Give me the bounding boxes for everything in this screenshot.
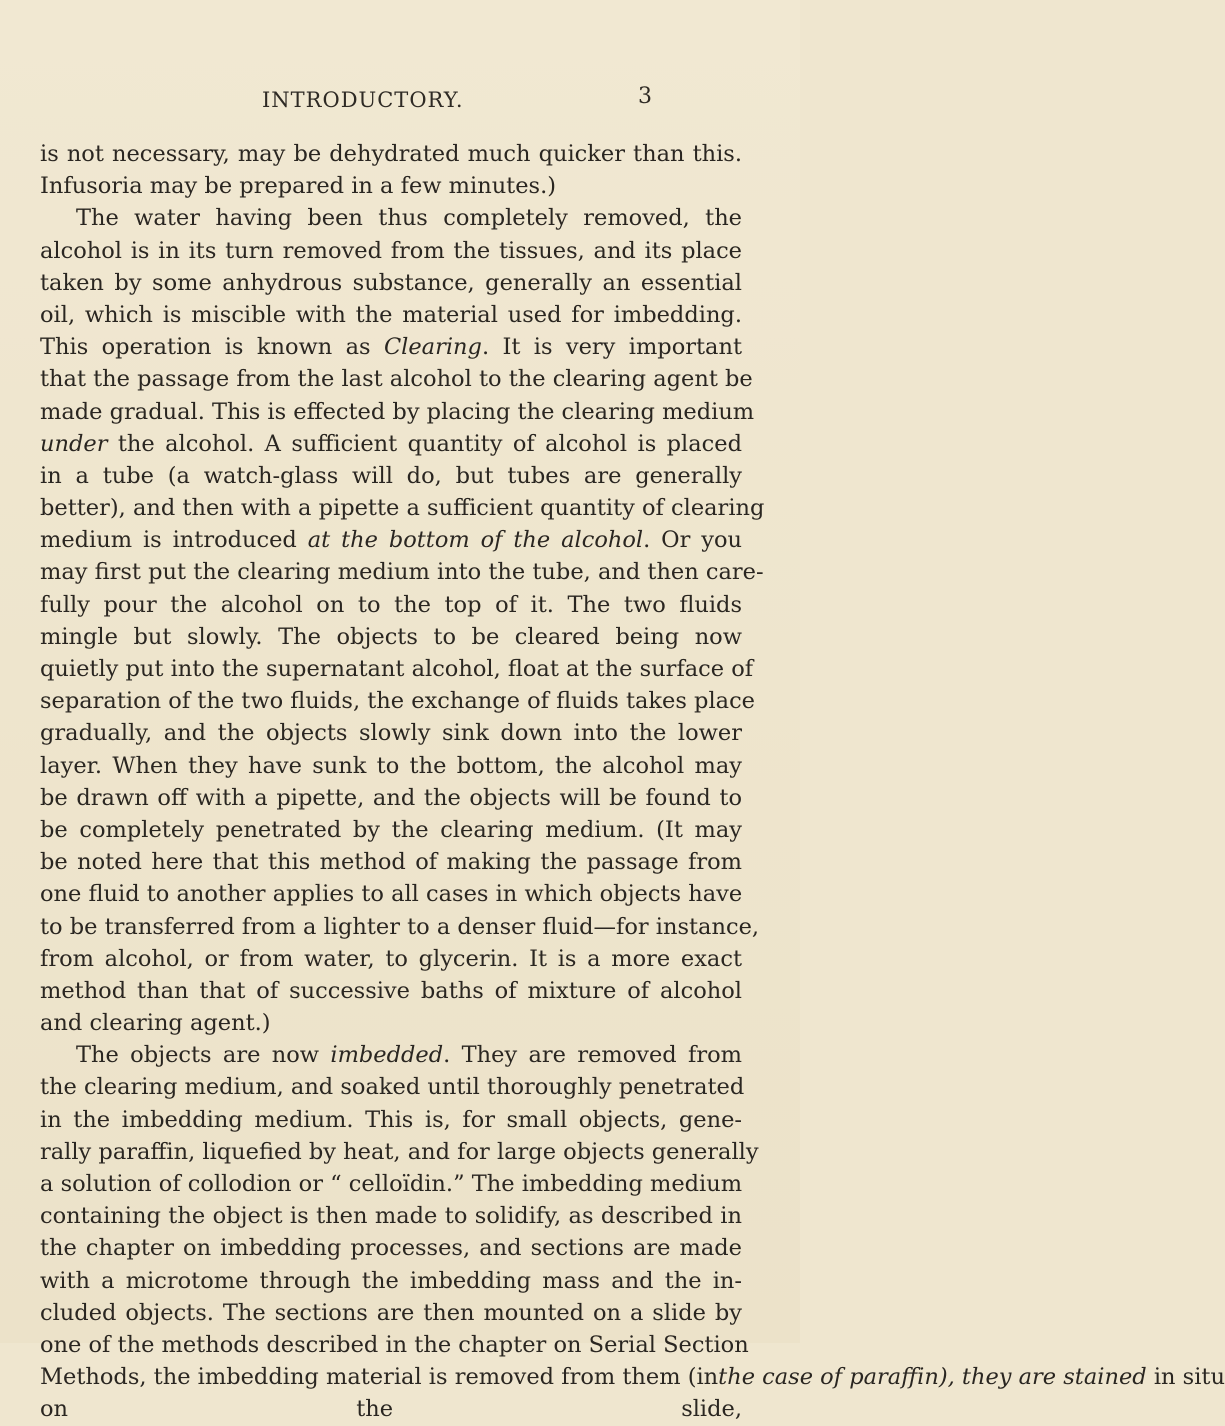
text-line <box>40 428 742 460</box>
text-line: the clearing medium, and soaked until thoroughly penetrated <box>40 1074 745 1101</box>
text-run: in situ <box>1153 1364 1225 1391</box>
text-line: be completely penetrated by the clearing medium. (It may <box>40 816 742 843</box>
text-line: rally paraffin, liquefied by heat, and for large objects generally <box>40 1138 759 1165</box>
text-line: may first put the clearing medium into the tube, and then care- <box>40 559 764 586</box>
text-line: gradually, and the objects slowly sink down into the lower <box>40 720 742 747</box>
text-line: quietly put into the supernatant alcohol, float at the surface of <box>40 656 754 682</box>
text-run: . It is very important <box>481 334 742 361</box>
italic-term: under <box>40 430 108 457</box>
text-line: cluded objects. The sections are then mounted on a slide by <box>40 1299 742 1326</box>
text-line: mingle but slowly. The objects to be cleared being now <box>40 623 742 650</box>
text-line: method than that of successive baths of mixture of alcohol <box>40 977 742 1004</box>
text-line: separation of the two fluids, the exchange of fluids takes place <box>40 688 755 715</box>
italic-term: the case of paraffin), they are stained <box>718 1364 1154 1391</box>
text-run: The objects are now <box>76 1042 331 1069</box>
text-line: a solution of collodion or “ celloïdin.” The imbedding medium <box>40 1171 743 1197</box>
text-line: from alcohol, or from water, to glycerin. It is a more exact <box>40 945 742 972</box>
text-run: the alcohol. A sufficient quantity of alcohol is placed <box>107 430 742 457</box>
text-line: be noted here that this method of making the passage from <box>40 849 742 876</box>
body-text <box>40 138 1225 1426</box>
italic-term: imbedded <box>330 1042 444 1069</box>
text-line: in a tube (a watch-glass will do, but tubes are generally <box>40 462 742 489</box>
text-run: This operation is known as <box>40 334 384 361</box>
text-line: and clearing agent.) <box>40 1010 271 1037</box>
text-line: in the imbedding medium. This is, for small objects, gene- <box>40 1106 742 1133</box>
text-run: Methods, the imbedding material is removed from them (in <box>40 1364 719 1391</box>
text-line: taken by some anhydrous substance, generally an essential <box>40 269 742 296</box>
page-number: 3 <box>638 84 652 109</box>
text-run: . They are removed from <box>443 1042 743 1069</box>
text-line: one fluid to another applies to all cases in which objects have <box>40 881 743 908</box>
text-run: medium is introduced <box>40 527 308 554</box>
text-line: Infusoria may be prepared in a few minutes.) <box>40 173 557 200</box>
text-line <box>40 524 742 556</box>
text-line: one of the methods described in the chapter on Serial Section <box>40 1331 749 1358</box>
text-line: to be transferred from a lighter to a denser fluid—for instance, <box>40 913 760 940</box>
italic-term: at the bottom of the alcohol <box>307 527 644 554</box>
text-line: oil, which is miscible with the material used for imbedding. <box>40 301 742 328</box>
text-line: is not necessary, may be dehydrated much quicker than this. <box>40 141 742 167</box>
text-line: containing the object is then made to solidify, as described in <box>40 1203 742 1230</box>
italic-term: Clearing <box>383 334 482 361</box>
paragraph-start-line <box>40 1039 742 1071</box>
text-line: fully pour the alcohol on to the top of it. The two fluids <box>40 591 742 618</box>
text-line: that the passage from the last alcohol to the clearing agent be <box>40 366 753 393</box>
text-line: on the slide, <box>40 1396 742 1423</box>
text-line: made gradual. This is effected by placing the clearing medium <box>40 398 755 425</box>
text-line: be drawn off with a pipette, and the objects will be found to <box>40 784 742 811</box>
text-line: better), and then with a pipette a sufficient quantity of clearing <box>40 495 765 522</box>
text-line: alcohol is in its turn removed from the tissues, and its place <box>40 237 742 264</box>
text-line: with a microtome through the imbedding mass and the in- <box>40 1267 742 1294</box>
text-line <box>40 1361 1225 1393</box>
text-line: the chapter on imbedding processes, and sections are made <box>40 1235 742 1262</box>
text-line: layer. When they have sunk to the bottom, the alcohol may <box>40 752 742 779</box>
text-line <box>40 331 742 363</box>
running-head <box>0 86 800 120</box>
text-run: . Or you <box>643 527 742 554</box>
paragraph-start-line: The water having been thus completely removed, the <box>76 205 742 232</box>
running-title: INTRODUCTORY. <box>262 88 464 112</box>
